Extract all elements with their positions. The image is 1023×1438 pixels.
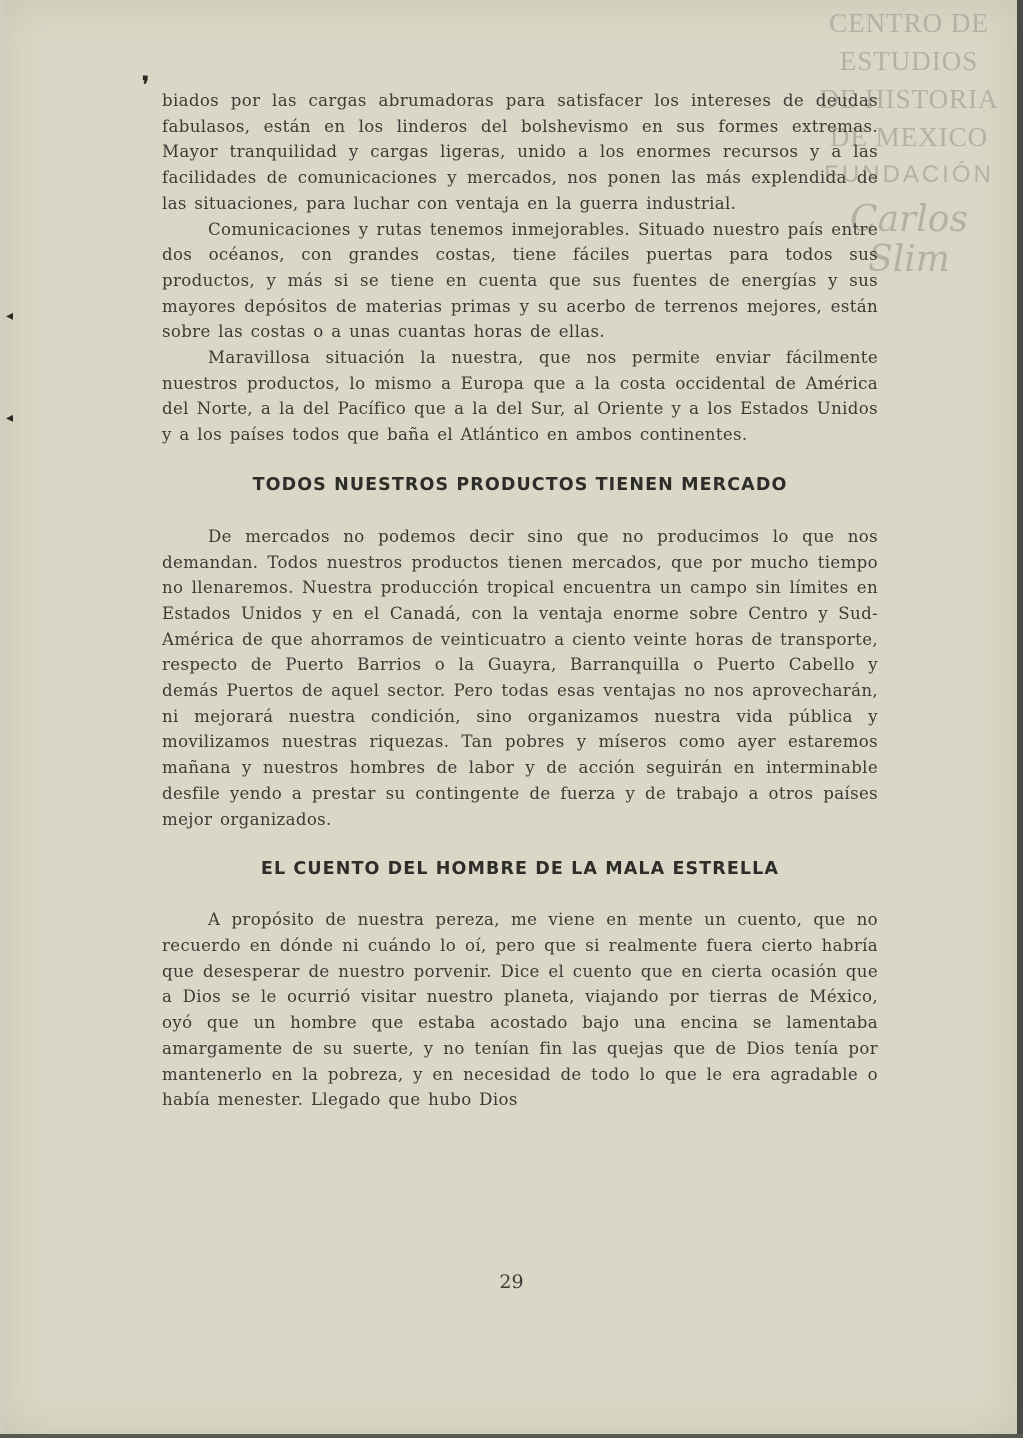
paragraph: De mercados no podemos decir sino que no producimos lo que nos demandan. Todos nuestros productos tienen mercados, que por mucho tiempo no llenaremos. Nuestra producción tropical encuentra un campo sin límites en Estados Unidos y en el Canadá, con la ventaja enorme sobre Centro y Sud-América de que ahorramos de veinticuatro a ciento veinte horas de transporte, respecto de Puerto Barrios o la Guayra, Barranquilla o Puerto Cabello y demás Puertos de aquel sector. Pero todas esas ventajas no nos aprovecharán, ni mejorará nuestra condición, sino organizamos nuestra vida pública y movilizamos nuestras riquezas. Tan pobres y míseros como ayer estaremos mañana y nuestros hombres de labor y de acción seguirán en interminable desfile yendo a prestar su contingente de fuerza y de trabajo a otros países mejor organizados. bbox=[162, 526, 878, 829]
watermark-line-2: ESTUDIOS bbox=[839, 46, 979, 76]
section-heading: EL CUENTO DEL HOMBRE DE LA MALA ESTRELLA bbox=[260, 859, 780, 880]
scan-edge-right bbox=[1017, 0, 1023, 1438]
section-heading: TODOS NUESTROS PRODUCTOS TIENEN MERCADO bbox=[252, 474, 788, 495]
paragraph: biados por las cargas abrumadoras para satisfacer los intereses de deudas fabulasos, están en los linderos del bolshevismo en sus formes extremas. Mayor tranquilidad y cargas ligeras, unido a los enormes recursos y a las facilidades de comunicaciones y mercados, nos ponen las más explendida de las situaciones, para luchar con ventaja en la guerra industrial. bbox=[162, 91, 878, 213]
paragraph: Maravillosa situación la nuestra, que nos permite enviar fácilmente nuestros productos, lo mismo a Europa que a la costa occidental de América del Norte, a la del Pacífico que a la del Sur, al Oriente y a los Estados Unidos y a los países todos que baña el Atlántico en ambos continentes. bbox=[162, 348, 878, 445]
paragraph: Comunicaciones y rutas tenemos inmejorables. Situado nuestro país entre dos océanos, con grandes costas, tiene fáciles puertas para todos sus productos, y más si se tiene en cuenta que sus fuentes de energías y sus mayores depósitos de materias primas y su acerbo de terrenos mejores, están sobre las costas o a unas cuantas horas de ellas. bbox=[162, 219, 878, 342]
watermark-fundacion: FUNDACIÓN bbox=[824, 161, 994, 188]
watermark-line-1: CENTRO DE bbox=[829, 8, 989, 38]
margin-tick-icon: ◂ bbox=[6, 308, 14, 324]
scan-edge-bottom bbox=[0, 1434, 1023, 1438]
page-body bbox=[162, 88, 878, 1113]
paragraph: A propósito de nuestra pereza, me viene en mente un cuento, que no recuerdo en dónde ni cuándo lo oí, pero que si realmente fuera cierto habría que desesperar de nuestro porvenir. Dice el cuento que en cierta ocasión que a Dios se le ocurrió visitar nuestro planeta, viajando por tierras de México, oyó que un hombre que estaba acostado bajo una encina se lamentaba amargamente de su suerte, y no tenían fin las quejas que de Dios tenía por mantenerlo en la pobreza, y en necesidad de todo lo que le era agradable o había menester. Llegado que hubo Dios bbox=[162, 910, 878, 1110]
watermark-line-3: DE HISTORIA bbox=[819, 84, 999, 114]
watermark-signature: Carlos Slim bbox=[850, 199, 968, 280]
margin-tick-icon: ◂ bbox=[6, 410, 14, 426]
watermark-line-4: DE MEXICO bbox=[829, 122, 989, 152]
page-number: 29 bbox=[499, 1271, 524, 1293]
margin-mark-icon: ❜ bbox=[142, 72, 150, 98]
